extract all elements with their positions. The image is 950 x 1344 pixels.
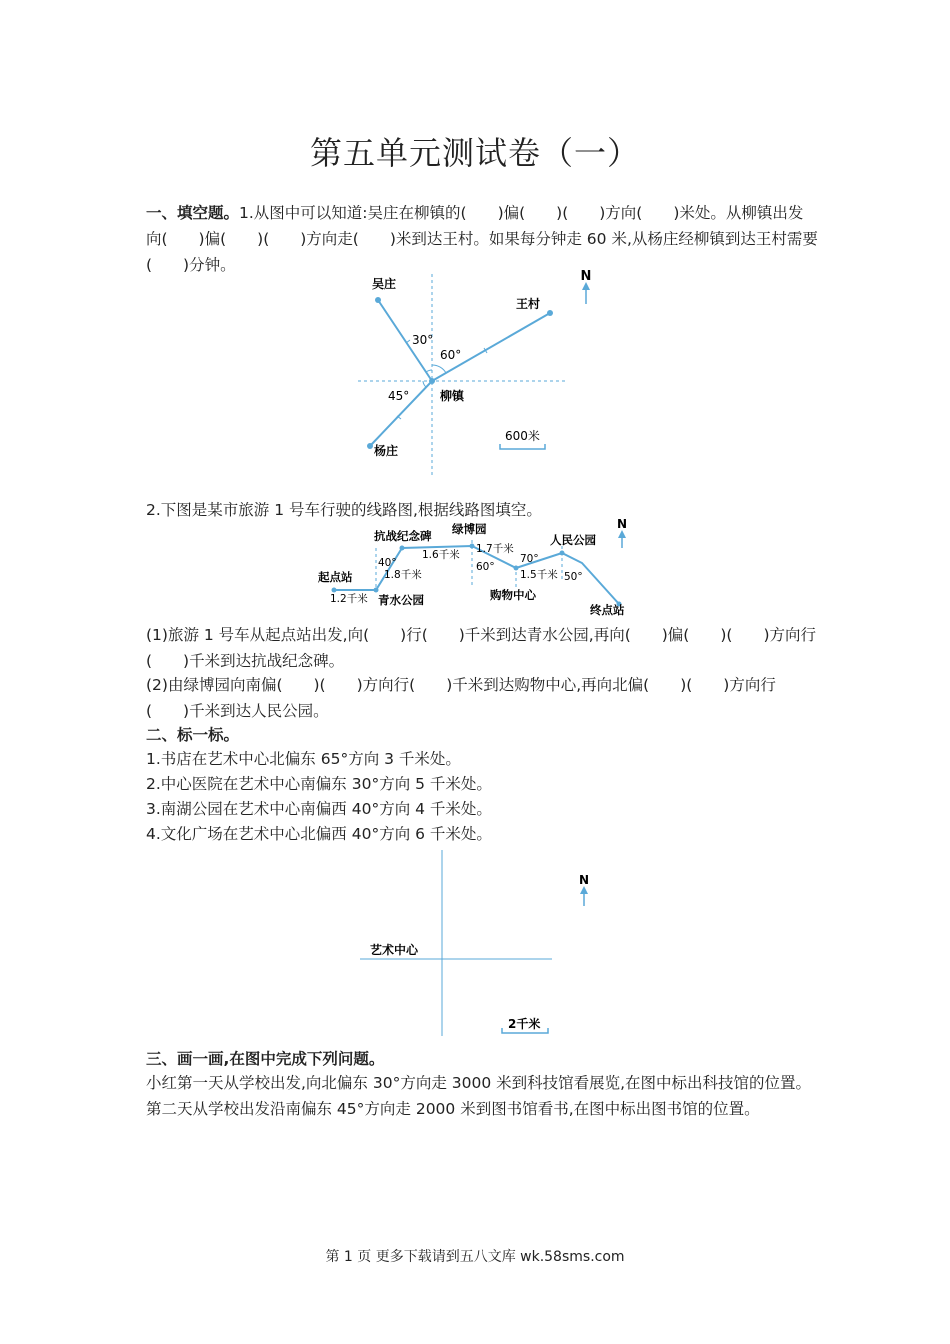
route-north-label: N [616,517,628,531]
page-footer: 第 1 页 更多下载请到五八文库 wk.58sms.com [325,1249,625,1265]
section-3-text: 小红第一天从学校出发,向北偏东 30°方向走 3000 米到科技馆看展览,在图中标出科技馆的位置。第二天从学校出发沿南偏东 45°方向走 2000 米到图书馆看书,在图中标出图书馆的位置。 [146,1074,812,1118]
map-1-label-yang: 杨庄 [374,444,399,458]
question-2-1: (1)旅游 1 号车从起点站出发,向( )行( )千米到达青水公园,再向( )偏( )( )方向行( )千米到达抗战纪念碑。 [146,626,816,670]
route-angle-40: 40° [378,557,397,569]
route-angle-50: 50° [564,571,583,583]
map-1-label-wang: 王村 [516,297,541,311]
route-label-qingshui: 青水公园 [378,593,424,607]
map-1-north-label: N [580,269,592,284]
map-1-angle-30: 30° [412,333,434,347]
map-2-scale-label: 2千米 [508,1017,541,1031]
map-2-north-label: N [578,873,590,887]
question-2-text: 2.下图是某市旅游 1 号车行驶的线路图,根据线路图填空。 [146,501,542,519]
route-label-end: 终点站 [590,603,625,617]
route-map [314,518,646,622]
section-3-heading: 三、画一画,在图中完成下列问题。 [146,1050,385,1068]
question-2-2: (2)由绿博园向南偏( )( )方向行( )千米到达购物中心,再向北偏( )( )方向行( )千米到达人民公园。 [146,676,776,720]
route-distance-5: 1.5千米 [520,569,558,581]
page-title: 第五单元测试卷（一） [309,134,640,172]
route-distance-1: 1.2千米 [330,593,368,605]
map-1-scale-label: 600米 [505,429,540,443]
map-1-angle-45: 45° [388,389,410,403]
route-label-renmin: 人民公园 [550,533,596,547]
map-1 [350,268,590,480]
section-2-item-3: 3.南湖公园在艺术中心南偏西 40°方向 4 千米处。 [146,800,492,818]
question-1-text: 1.从图中可以知道:吴庄在柳镇的( )偏( )( )方向( )米处。从柳镇出发向( )偏( )( )方向走( )米到达王村。如果每分钟走 60 米,从杨庄经柳镇到达王村需要( )分钟。 [146,204,818,274]
route-angle-60: 60° [476,561,495,573]
route-label-lvbo: 绿博园 [452,522,487,536]
section-2-heading: 二、标一标。 [146,726,240,744]
map-1-label-wu: 吴庄 [372,277,397,291]
map-2-center-label: 艺术中心 [370,943,419,957]
section-1-heading: 一、填空题。 [146,204,240,222]
route-distance-2: 1.8千米 [384,569,422,581]
section-2-item-1: 1.书店在艺术中心北偏东 65°方向 3 千米处。 [146,750,461,768]
route-label-gouwu: 购物中心 [490,588,536,602]
question-1 [146,200,818,278]
section-2-item-2: 2.中心医院在艺术中心南偏东 30°方向 5 千米处。 [146,775,492,793]
route-label-start: 起点站 [318,570,353,584]
map-1-label-liu: 柳镇 [440,389,465,403]
route-angle-70: 70° [520,553,539,565]
route-distance-4: 1.7千米 [476,543,514,555]
map-1-angle-60: 60° [440,348,462,362]
route-distance-3: 1.6千米 [422,549,460,561]
map-2 [356,848,596,1040]
route-label-kangzhan: 抗战纪念碑 [374,529,432,543]
section-2-item-4: 4.文化广场在艺术中心北偏西 40°方向 6 千米处。 [146,825,492,843]
